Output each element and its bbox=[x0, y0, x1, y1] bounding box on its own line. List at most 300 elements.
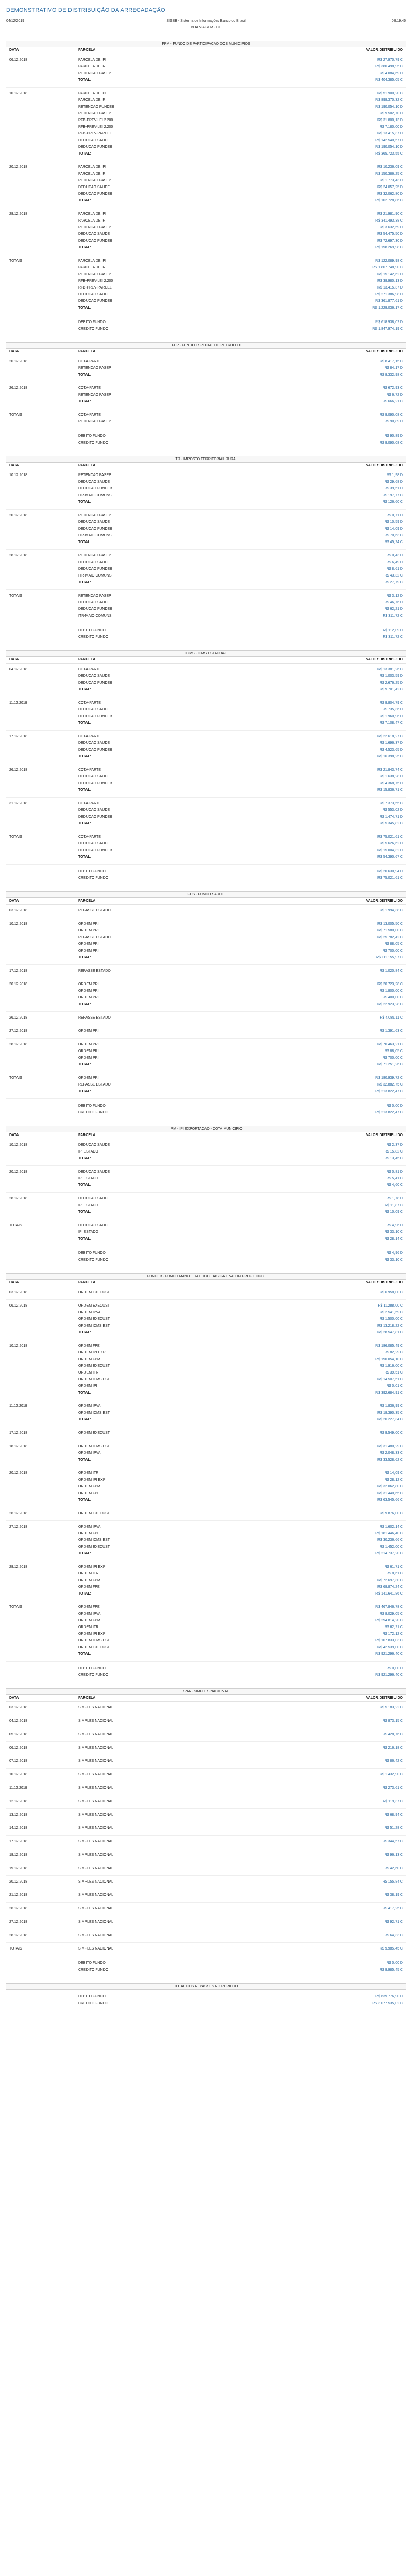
section-title: ICMS - ICMS ESTADUAL bbox=[6, 650, 406, 657]
row-value: R$ 0,00 D bbox=[386, 1961, 403, 1965]
row-date: TOTAIS bbox=[9, 594, 22, 598]
column-header-parcel: PARCELA bbox=[78, 1696, 96, 1700]
row-value: R$ 1.432,90 C bbox=[379, 1773, 403, 1776]
row-parcel: DEDUCAO SAUDE bbox=[78, 1170, 110, 1174]
row-parcel: ORDEM ITR bbox=[78, 1371, 99, 1375]
total-row bbox=[6, 1591, 406, 1598]
date-group bbox=[6, 211, 406, 255]
table-row bbox=[6, 1403, 406, 1410]
row-parcel: ORDEM FPM bbox=[78, 1358, 100, 1361]
table-row bbox=[6, 225, 406, 231]
table-row bbox=[6, 138, 406, 144]
column-header-value: VALOR DISTRIBUIDO bbox=[366, 658, 403, 662]
date-group bbox=[6, 1919, 406, 1929]
row-value: R$ 1.003,59 D bbox=[379, 674, 403, 678]
row-value: R$ 72.697,30 D bbox=[377, 239, 403, 243]
row-value: R$ 1.916,00 C bbox=[379, 1364, 403, 1368]
total-row bbox=[6, 754, 406, 760]
total-row bbox=[6, 1551, 406, 1557]
row-value: R$ 361.877,61 D bbox=[375, 299, 403, 303]
row-parcel: ITR-MAIO COMUNS bbox=[78, 494, 112, 497]
row-value: R$ 54.390,67 C bbox=[377, 855, 403, 859]
report-title: DEMONSTRATIVO DE DISTRIBUIÇÃO DA ARRECADAÇÃO bbox=[6, 7, 165, 13]
total-row bbox=[6, 580, 406, 586]
row-date: 19.12.2018 bbox=[9, 1867, 28, 1870]
row-parcel: ORDEM IPVA bbox=[78, 1525, 101, 1529]
table-row bbox=[6, 1169, 406, 1176]
row-parcel: TOTAL: bbox=[78, 822, 92, 825]
row-value: R$ 27.970,79 C bbox=[377, 58, 403, 62]
total-row bbox=[6, 787, 406, 794]
row-parcel: PARCELA DE IR bbox=[78, 65, 106, 69]
row-value: R$ 20.227,34 C bbox=[377, 1418, 403, 1421]
row-parcel: TOTAL: bbox=[78, 788, 92, 792]
column-header-date: DATA bbox=[9, 1696, 19, 1700]
table-row bbox=[6, 1028, 406, 1035]
table-row bbox=[6, 1618, 406, 1624]
row-date: 20.12.2018 bbox=[9, 1170, 28, 1174]
table-row bbox=[6, 1604, 406, 1611]
date-group bbox=[6, 1470, 406, 1507]
row-value: R$ 71.580,00 C bbox=[377, 929, 403, 933]
row-value: R$ 311,72 C bbox=[383, 635, 403, 639]
date-group bbox=[6, 1852, 406, 1862]
table-row bbox=[6, 1732, 406, 1738]
row-value: R$ 735,36 D bbox=[382, 708, 403, 711]
row-parcel: TOTAL: bbox=[78, 199, 92, 202]
section-fund-totals bbox=[6, 869, 406, 882]
row-date: 28.12.2018 bbox=[9, 554, 28, 557]
total-row bbox=[6, 1156, 406, 1162]
row-parcel: ORDEM FPM bbox=[78, 1579, 100, 1582]
row-parcel: ORDEM IPI bbox=[78, 1384, 97, 1388]
row-value: R$ 38.980,13 D bbox=[377, 279, 403, 283]
row-value: R$ 2,37 D bbox=[386, 1143, 403, 1147]
table-row bbox=[6, 1564, 406, 1571]
fund-total-row bbox=[6, 634, 406, 641]
date-group bbox=[6, 258, 406, 315]
row-parcel: DEBITO FUNDO bbox=[78, 1104, 106, 1108]
row-parcel: PARCELA DE IR bbox=[78, 172, 106, 176]
row-parcel: DEBITO FUNDO bbox=[78, 434, 106, 438]
row-date: 20.12.2018 bbox=[9, 1471, 28, 1475]
section bbox=[6, 1688, 406, 1974]
column-header-value: VALOR DISTRIBUIDO bbox=[366, 899, 403, 903]
row-value: R$ 102.728,86 C bbox=[375, 199, 403, 202]
column-header bbox=[6, 657, 406, 664]
table-row bbox=[6, 1638, 406, 1645]
row-value: R$ 42,60 C bbox=[384, 1867, 403, 1870]
table-row bbox=[6, 1202, 406, 1209]
row-parcel: PARCELA DE IPI bbox=[78, 58, 106, 62]
table-row bbox=[6, 1511, 406, 1517]
table-row bbox=[6, 1343, 406, 1350]
row-parcel: ORDEM IPI EXP bbox=[78, 1478, 106, 1482]
row-value: R$ 122.089,98 C bbox=[375, 259, 403, 263]
row-value: R$ 873,15 C bbox=[382, 1719, 403, 1723]
table-row bbox=[6, 1229, 406, 1236]
row-value: R$ 45,24 C bbox=[384, 540, 403, 544]
row-parcel: RFB-PREV-LEI 2.200 bbox=[78, 118, 113, 122]
row-value: R$ 400,00 C bbox=[382, 996, 403, 999]
row-value: R$ 213.822,47 C bbox=[375, 1111, 403, 1114]
table-row bbox=[6, 1142, 406, 1149]
date-group bbox=[6, 1906, 406, 1916]
total-row bbox=[6, 372, 406, 379]
row-value: R$ 190.054,10 D bbox=[375, 145, 403, 149]
total-row bbox=[6, 687, 406, 693]
row-value: R$ 18.390,35 C bbox=[377, 1411, 403, 1415]
row-value: R$ 13.415,37 D bbox=[377, 132, 403, 135]
row-date: 28.12.2018 bbox=[9, 212, 28, 216]
date-group bbox=[6, 1604, 406, 1662]
row-value: R$ 311,72 C bbox=[383, 614, 403, 618]
total-row bbox=[6, 821, 406, 827]
fund-total-row bbox=[6, 440, 406, 447]
table-row bbox=[6, 64, 406, 71]
section-fund-totals bbox=[6, 1666, 406, 1679]
date-group bbox=[6, 1223, 406, 1246]
row-parcel: SIMPLES NACIONAL bbox=[78, 1759, 114, 1763]
row-date: 20.12.2018 bbox=[9, 514, 28, 517]
column-header-value: VALOR DISTRIBUIDO bbox=[366, 464, 403, 467]
row-date: 28.12.2018 bbox=[9, 1197, 28, 1200]
row-parcel: DEDUCAO SAUDE bbox=[78, 1143, 110, 1147]
row-value: R$ 1,78 D bbox=[386, 1197, 403, 1200]
date-group bbox=[6, 472, 406, 510]
row-value: R$ 75.021,61 C bbox=[377, 835, 403, 839]
table-row bbox=[6, 1290, 406, 1296]
row-value: R$ 1.994,38 C bbox=[379, 909, 403, 912]
date-group bbox=[6, 1758, 406, 1769]
row-value: R$ 2.541,59 C bbox=[379, 1311, 403, 1314]
table-row bbox=[6, 747, 406, 754]
row-parcel: TOTAL: bbox=[78, 1183, 92, 1187]
row-value: R$ 6,49 D bbox=[386, 561, 403, 564]
row-value: R$ 70.463,21 C bbox=[377, 1043, 403, 1046]
table-row bbox=[6, 533, 406, 539]
row-value: R$ 112,09 D bbox=[383, 629, 403, 632]
table-row bbox=[6, 1631, 406, 1638]
section-title: FEP - FUNDO ESPECIAL DO PETROLEO bbox=[6, 342, 406, 349]
row-parcel: ORDEM PRI bbox=[78, 942, 99, 946]
row-parcel: DEDUCAO SAUDE bbox=[78, 232, 110, 236]
total-row bbox=[6, 77, 406, 84]
beneficiary-name: BOA VIAGEM - CE bbox=[6, 25, 406, 31]
row-value: R$ 9.985,45 C bbox=[379, 1968, 403, 1972]
row-parcel: ORDEM ITR bbox=[78, 1572, 99, 1575]
row-parcel: SIMPLES NACIONAL bbox=[78, 1813, 114, 1817]
row-date: 20.12.2018 bbox=[9, 360, 28, 363]
row-value: R$ 1.638,28 D bbox=[379, 775, 403, 778]
date-group bbox=[6, 553, 406, 590]
row-value: R$ 84,17 D bbox=[384, 366, 403, 370]
row-value: R$ 553,02 D bbox=[382, 808, 403, 812]
row-date: 20.12.2018 bbox=[9, 1880, 28, 1884]
row-parcel: TOTAL: bbox=[78, 373, 92, 377]
table-row bbox=[6, 714, 406, 720]
column-header-parcel: PARCELA bbox=[78, 1133, 96, 1137]
row-date: 10.12.2018 bbox=[9, 473, 28, 477]
row-value: R$ 33,10 C bbox=[384, 1230, 403, 1234]
row-parcel: SIMPLES NACIONAL bbox=[78, 1907, 114, 1910]
table-row bbox=[6, 1477, 406, 1484]
row-value: R$ 618.938,02 D bbox=[375, 320, 403, 324]
table-row bbox=[6, 1745, 406, 1752]
row-parcel: SIMPLES NACIONAL bbox=[78, 1893, 114, 1897]
row-value: R$ 28,14 C bbox=[384, 1237, 403, 1241]
row-date: 28.12.2018 bbox=[9, 1934, 28, 1937]
section-title: ITR - IMPOSTO TERRITORIAL RURAL bbox=[6, 456, 406, 463]
table-row bbox=[6, 1149, 406, 1156]
row-value: R$ 216,18 C bbox=[382, 1746, 403, 1750]
date-group bbox=[6, 1839, 406, 1849]
fund-total-row bbox=[6, 1103, 406, 1110]
row-value: R$ 5,41 C bbox=[386, 1177, 403, 1180]
row-parcel: ORDEM FPE bbox=[78, 1344, 100, 1348]
date-group bbox=[6, 1430, 406, 1440]
row-value: R$ 4.085,11 C bbox=[380, 1016, 403, 1020]
total-row bbox=[6, 1236, 406, 1243]
date-group bbox=[6, 1290, 406, 1300]
row-parcel: ORDEM ICMS EST bbox=[78, 1411, 110, 1415]
table-row bbox=[6, 1825, 406, 1832]
row-parcel: ORDEM EXECUST bbox=[78, 1646, 110, 1649]
row-parcel: CREDITO FUNDO bbox=[78, 1111, 109, 1114]
row-parcel: DEDUCAO SAUDE bbox=[78, 561, 110, 564]
table-row bbox=[6, 1578, 406, 1584]
row-parcel: DEBITO FUNDO bbox=[78, 1667, 106, 1670]
row-value: R$ 8,61 D bbox=[386, 567, 403, 571]
row-parcel: REPASSE ESTADO bbox=[78, 909, 111, 912]
row-parcel: CREDITO FUNDO bbox=[78, 441, 109, 445]
row-parcel: TOTAL: bbox=[78, 1063, 92, 1066]
row-parcel: COTA-PARTE bbox=[78, 386, 101, 390]
column-header bbox=[6, 47, 406, 54]
row-parcel: ORDEM PRI bbox=[78, 996, 99, 999]
row-parcel: SIMPLES NACIONAL bbox=[78, 1773, 114, 1776]
row-parcel: DEDUCAO FUNDEB bbox=[78, 782, 112, 785]
fund-total-row bbox=[6, 1967, 406, 1974]
grand-total-row bbox=[6, 2001, 406, 2007]
row-parcel: DEDUCAO FUNDEB bbox=[78, 849, 112, 852]
row-value: R$ 88,05 C bbox=[384, 1049, 403, 1053]
total-row bbox=[6, 1497, 406, 1504]
row-value: R$ 10,59 D bbox=[384, 520, 403, 524]
date-group bbox=[6, 1812, 406, 1822]
row-parcel: REPASSE ESTADO bbox=[78, 1083, 111, 1087]
date-group bbox=[6, 921, 406, 965]
section-fund-totals bbox=[6, 1250, 406, 1264]
table-row bbox=[6, 57, 406, 64]
row-value: R$ 62,21 D bbox=[384, 607, 403, 611]
row-parcel: RFB-PREV-LEI 2.200 bbox=[78, 125, 113, 129]
row-parcel: RETENCAO PASEP bbox=[78, 226, 111, 229]
table-row bbox=[6, 486, 406, 493]
row-parcel: DEDUCAO FUNDEB bbox=[78, 487, 112, 490]
row-parcel: CREDITO FUNDO bbox=[78, 1673, 109, 1677]
date-group bbox=[6, 593, 406, 623]
table-row bbox=[6, 171, 406, 178]
row-value: R$ 198.269,98 C bbox=[375, 246, 403, 249]
table-row bbox=[6, 767, 406, 774]
row-date: 27.12.2018 bbox=[9, 1920, 28, 1924]
row-parcel: ORDEM PRI bbox=[78, 1043, 99, 1046]
table-row bbox=[6, 71, 406, 77]
row-date: 20.12.2018 bbox=[9, 165, 28, 169]
table-row bbox=[6, 1310, 406, 1316]
row-value: R$ 63.545,66 C bbox=[377, 1498, 403, 1502]
row-value: R$ 4,96 D bbox=[386, 1251, 403, 1255]
row-parcel: DEDUCAO SAUDE bbox=[78, 775, 110, 778]
date-group bbox=[6, 1403, 406, 1427]
row-value: R$ 75.021,61 C bbox=[377, 876, 403, 880]
section-fund-totals bbox=[6, 1103, 406, 1116]
row-parcel: COTA-PARTE bbox=[78, 413, 101, 417]
table-row bbox=[6, 995, 406, 1002]
table-row bbox=[6, 560, 406, 566]
table-row bbox=[6, 1531, 406, 1537]
row-parcel: DEDUCAO SAUDE bbox=[78, 185, 110, 189]
date-group bbox=[6, 968, 406, 978]
row-value: R$ 271.386,98 D bbox=[375, 293, 403, 296]
row-parcel: ORDEM FPE bbox=[78, 1585, 100, 1589]
row-parcel: SIMPLES NACIONAL bbox=[78, 1920, 114, 1924]
row-value: R$ 7.108,47 C bbox=[379, 721, 403, 725]
table-row bbox=[6, 278, 406, 285]
date-group bbox=[6, 1825, 406, 1836]
row-value: R$ 43,32 C bbox=[384, 574, 403, 578]
row-value: R$ 3,12 D bbox=[386, 594, 403, 598]
row-value: R$ 27,79 C bbox=[384, 581, 403, 584]
row-value: R$ 1.800,00 C bbox=[379, 989, 403, 993]
row-value: R$ 68.874,24 C bbox=[377, 1585, 403, 1589]
row-parcel: PARCELA DE IPI bbox=[78, 259, 106, 263]
table-row bbox=[6, 807, 406, 814]
column-header bbox=[6, 1132, 406, 1139]
row-date: 17.12.2018 bbox=[9, 735, 28, 738]
row-parcel: ORDEM ICMS EST bbox=[78, 1324, 110, 1328]
row-value: R$ 1.229.036,17 C bbox=[372, 306, 403, 310]
row-date: 18.12.2018 bbox=[9, 1853, 28, 1857]
row-value: R$ 14.507,51 C bbox=[377, 1378, 403, 1381]
row-value: R$ 51,28 C bbox=[384, 1826, 403, 1830]
column-header-parcel: PARCELA bbox=[78, 350, 96, 353]
row-date: 26.12.2018 bbox=[9, 386, 28, 390]
row-date: 10.12.2018 bbox=[9, 1773, 28, 1776]
row-parcel: ORDEM FPM bbox=[78, 1485, 100, 1488]
section bbox=[6, 650, 406, 882]
fund-total-row bbox=[6, 326, 406, 333]
row-value: R$ 142.540,57 D bbox=[375, 139, 403, 142]
row-value: R$ 1.807.748,90 C bbox=[372, 266, 403, 269]
table-row bbox=[6, 479, 406, 486]
row-value: R$ 86,42 C bbox=[384, 1759, 403, 1763]
date-group bbox=[6, 834, 406, 865]
row-parcel: ORDEM PRI bbox=[78, 989, 99, 993]
row-parcel: DEDUCAO FUNDEB bbox=[78, 299, 112, 303]
section-title: SNA - SIMPLES NACIONAL bbox=[6, 1688, 406, 1695]
column-header-date: DATA bbox=[9, 48, 19, 52]
date-group bbox=[6, 767, 406, 798]
row-value: R$ 126,60 C bbox=[382, 500, 403, 504]
table-row bbox=[6, 365, 406, 372]
row-parcel: TOTAL: bbox=[78, 688, 92, 691]
row-value: R$ 1,98 D bbox=[386, 473, 403, 477]
row-value: R$ 344,57 C bbox=[382, 1840, 403, 1843]
row-value: R$ 13.415,37 D bbox=[377, 286, 403, 290]
row-date: 20.12.2018 bbox=[9, 982, 28, 986]
table-row bbox=[6, 526, 406, 533]
date-group bbox=[6, 1343, 406, 1400]
row-parcel: COTA-PARTE bbox=[78, 768, 101, 772]
row-parcel: RFB-PREV-LEI 2.200 bbox=[78, 279, 113, 283]
date-group bbox=[6, 1028, 406, 1039]
table-row bbox=[6, 1584, 406, 1591]
row-parcel: ORDEM ICMS EST bbox=[78, 1538, 110, 1542]
row-value: R$ 8.417,15 C bbox=[379, 360, 403, 363]
row-parcel: RETENCAO PASEP bbox=[78, 179, 111, 182]
row-value: R$ 8,61 C bbox=[386, 1572, 403, 1575]
row-parcel: RETENCAO PASEP bbox=[78, 273, 111, 276]
row-parcel: SIMPLES NACIONAL bbox=[78, 1880, 114, 1884]
table-row bbox=[6, 97, 406, 104]
table-row bbox=[6, 1624, 406, 1631]
row-parcel: TOTAL: bbox=[78, 1157, 92, 1160]
table-row bbox=[6, 1075, 406, 1082]
row-parcel: SIMPLES NACIONAL bbox=[78, 1867, 114, 1870]
row-parcel: DEBITO FUNDO bbox=[78, 870, 106, 873]
row-date: 28.12.2018 bbox=[9, 1565, 28, 1569]
row-value: R$ 417,25 C bbox=[382, 1907, 403, 1910]
row-parcel: DEDUCAO FUNDEB bbox=[78, 748, 112, 752]
table-row bbox=[6, 1323, 406, 1330]
column-header-parcel: PARCELA bbox=[78, 899, 96, 903]
date-group bbox=[6, 385, 406, 409]
row-date: 03.12.2018 bbox=[9, 909, 28, 912]
table-row bbox=[6, 673, 406, 680]
table-row bbox=[6, 412, 406, 419]
row-parcel: ORDEM ICMS EST bbox=[78, 1378, 110, 1381]
row-date: 10.12.2018 bbox=[9, 1143, 28, 1147]
column-header-value: VALOR DISTRIBUIDO bbox=[366, 1281, 403, 1284]
column-header-date: DATA bbox=[9, 658, 19, 662]
row-value: R$ 1.602,14 C bbox=[379, 1525, 403, 1529]
row-value: R$ 107.833,03 C bbox=[375, 1639, 403, 1642]
row-value: R$ 13,45 C bbox=[384, 1157, 403, 1160]
grand-total-row bbox=[6, 1994, 406, 2001]
row-date: 03.12.2018 bbox=[9, 1291, 28, 1294]
row-parcel: TOTAL: bbox=[78, 1592, 92, 1596]
row-value: R$ 150.386,25 C bbox=[375, 172, 403, 176]
row-parcel: TOTAL: bbox=[78, 1458, 92, 1462]
section-title: IPM - IPI EXPORTACAO - COTA MUNICIPIO bbox=[6, 1126, 406, 1132]
table-row bbox=[6, 1316, 406, 1323]
date-group bbox=[6, 359, 406, 382]
row-parcel: TOTAL: bbox=[78, 1210, 92, 1214]
row-parcel: DEDUCAO FUNDEB bbox=[78, 715, 112, 718]
row-parcel: ORDEM ITR bbox=[78, 1471, 99, 1475]
row-parcel: SIMPLES NACIONAL bbox=[78, 1733, 114, 1736]
date-group bbox=[6, 981, 406, 1012]
table-row bbox=[6, 211, 406, 218]
date-group bbox=[6, 1772, 406, 1782]
row-parcel: ORDEM EXECUST bbox=[78, 1304, 110, 1308]
row-value: R$ 32.062,80 C bbox=[377, 1485, 403, 1488]
row-value: R$ 2.048,33 C bbox=[379, 1451, 403, 1455]
table-row bbox=[6, 1946, 406, 1953]
table-row bbox=[6, 1196, 406, 1202]
